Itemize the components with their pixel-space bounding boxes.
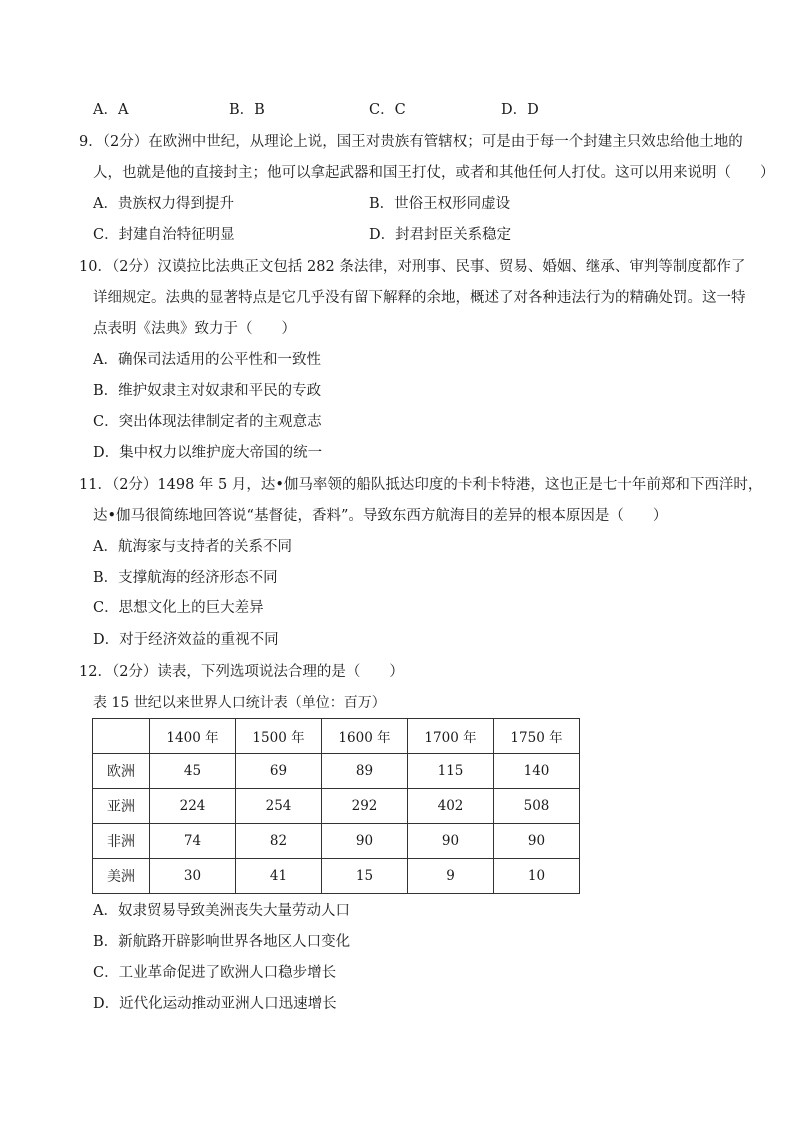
q11-option-b[interactable]: B．支撑航海的经济形态不同	[93, 570, 278, 586]
table-row-label: 亚洲	[93, 789, 150, 824]
q9-option-b[interactable]: B．世俗王权形同虚设	[369, 196, 511, 212]
table-caption: 表 15 世纪以来世界人口统计表（单位：百万）	[93, 695, 386, 711]
q10-option-c[interactable]: C．突出体现法律制定者的主观意志	[93, 414, 322, 430]
table-header-cell: 1400 年	[150, 719, 236, 754]
table-row-label: 欧洲	[93, 754, 150, 789]
table-row	[93, 824, 580, 859]
q8-option-c[interactable]: C．C	[369, 102, 406, 118]
table-row	[93, 789, 580, 824]
q12-option-a[interactable]: A．奴隶贸易导致美洲丧失大量劳动人口	[93, 903, 350, 919]
table-cell: 74	[150, 824, 236, 859]
table-cell: 69	[236, 754, 322, 789]
table-row	[93, 754, 580, 789]
q10-stem-line-3: 点表明《法典》致力于（ ）	[93, 321, 296, 337]
table-cell: 90	[322, 824, 408, 859]
population-table	[92, 718, 580, 894]
q10-option-d[interactable]: D．集中权力以维护庞大帝国的统一	[93, 445, 323, 461]
q11-option-a[interactable]: A．航海家与支持者的关系不同	[93, 539, 292, 555]
table-cell: 115	[408, 754, 494, 789]
table-cell: 140	[494, 754, 580, 789]
table-cell: 254	[236, 789, 322, 824]
table-cell: 90	[408, 824, 494, 859]
table-cell: 402	[408, 789, 494, 824]
q12-option-c[interactable]: C．工业革命促进了欧洲人口稳步增长	[93, 965, 337, 981]
table-cell: 90	[494, 824, 580, 859]
q10-option-b[interactable]: B．维护奴隶主对奴隶和平民的专政	[93, 383, 322, 399]
q9-option-a[interactable]: A．贵族权力得到提升	[93, 196, 234, 212]
table-header-cell: 1500 年	[236, 719, 322, 754]
table-row	[93, 859, 580, 894]
q9-stem-line-1: 9．（2分）在欧洲中世纪，从理论上说，国王对贵族有管辖权；可是由于每一个封建主只效忠给他土地的	[79, 134, 743, 150]
q9-stem-line-2: 人，也就是他的直接封主；他可以拿起武器和国王打仗，或者和其他任何人打仗。这可以用来说明（ ）	[93, 165, 775, 181]
table-header-row	[93, 719, 580, 754]
table-cell: 15	[322, 859, 408, 894]
q11-option-d[interactable]: D．对于经济效益的重视不同	[93, 632, 279, 648]
q10-stem-line-2: 详细规定。法典的显著特点是它几乎没有留下解释的余地，概述了对各种违法行为的精确处罚。这一特	[93, 290, 746, 306]
table-cell: 9	[408, 859, 494, 894]
table-cell: 508	[494, 789, 580, 824]
table-row-label: 美洲	[93, 859, 150, 894]
q12-option-b[interactable]: B．新航路开辟影响世界各地区人口变化	[93, 934, 351, 950]
table-cell: 292	[322, 789, 408, 824]
table-cell: 89	[322, 754, 408, 789]
q12-stem: 12．（2分）读表，下列选项说法合理的是（ ）	[79, 664, 404, 680]
q11-stem-line-2: 达•伽马很简练地回答说“基督徒，香料”。导致东西方航海目的差异的根本原因是（ ）	[93, 508, 668, 524]
table-cell: 224	[150, 789, 236, 824]
table-cell: 30	[150, 859, 236, 894]
q8-option-b[interactable]: B．B	[229, 102, 265, 118]
q9-option-d[interactable]: D．封君封臣关系稳定	[369, 227, 512, 243]
q8-option-d[interactable]: D．D	[501, 102, 539, 118]
table-header-cell: 1750 年	[494, 719, 580, 754]
table-row-label: 非洲	[93, 824, 150, 859]
table-header-cell: 1700 年	[408, 719, 494, 754]
table-header-corner	[93, 719, 150, 754]
q10-option-a[interactable]: A．确保司法适用的公平性和一致性	[93, 352, 321, 368]
table-cell: 10	[494, 859, 580, 894]
q11-stem-line-1: 11．（2分）1498 年 5 月，达•伽马率领的船队抵达印度的卡利卡特港，这也正是七十年前郑和下西洋时，	[79, 477, 763, 493]
q9-option-c[interactable]: C．封建自治特征明显	[93, 227, 235, 243]
table-cell: 41	[236, 859, 322, 894]
table-header-cell: 1600 年	[322, 719, 408, 754]
q12-option-d[interactable]: D．近代化运动推动亚洲人口迅速增长	[93, 996, 337, 1012]
table-cell: 82	[236, 824, 322, 859]
q8-option-a[interactable]: A．A	[93, 102, 129, 118]
q10-stem-line-1: 10．（2分）汉谟拉比法典正文包括 282 条法律，对刑事、民事、贸易、婚姻、继承、审判等制度都作了	[79, 259, 746, 275]
q11-option-c[interactable]: C．思想文化上的巨大差异	[93, 600, 264, 616]
table-cell: 45	[150, 754, 236, 789]
